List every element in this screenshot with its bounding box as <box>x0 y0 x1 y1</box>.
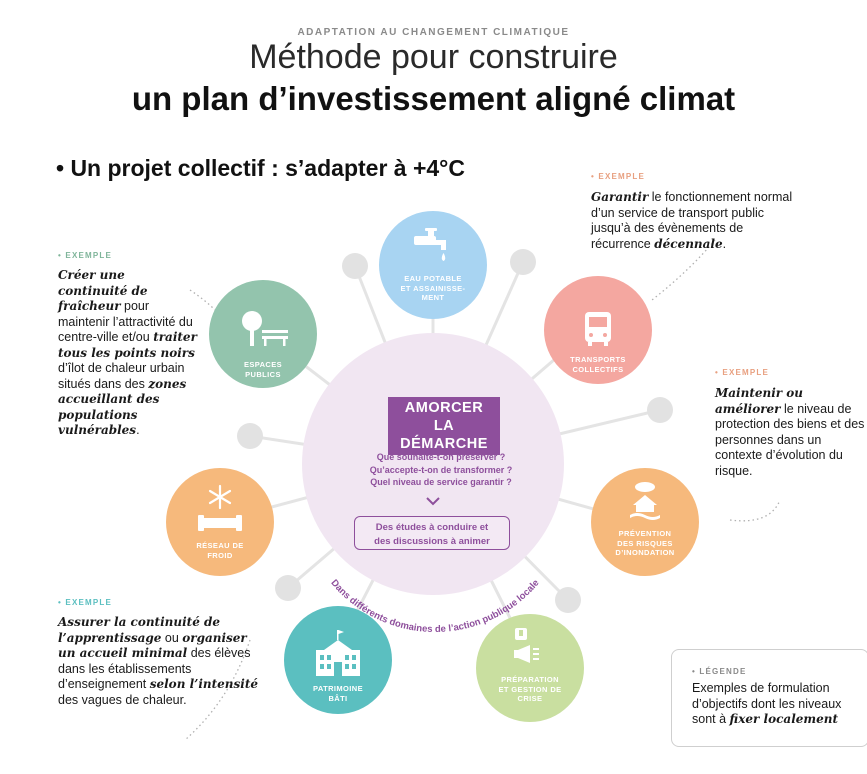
node-espaces-line2: PUBLICS <box>245 369 281 379</box>
example-emphasis: Assurer la continuité de l’apprentissage <box>58 615 221 645</box>
center-questions <box>326 451 556 489</box>
example-text <box>591 190 806 252</box>
legend-body: Exemples de formulation d’objectifs dont les niveaux sont à <box>692 681 842 726</box>
header-kicker: ADAPTATION AU CHANGEMENT CLIMATIQUE <box>297 27 570 38</box>
legend-box <box>671 649 867 747</box>
node-eau-circle <box>379 211 487 319</box>
example-label: • EXEMPLE <box>58 251 113 260</box>
example-body: des élèves dans les établissements d’enseignement <box>58 646 251 691</box>
node-patrimoine-label <box>298 684 378 703</box>
example-top-right <box>591 172 806 252</box>
example-label: • EXEMPLE <box>715 368 770 377</box>
node-inondation-line2: DES RISQUES <box>617 538 673 548</box>
grey-dot <box>647 397 673 423</box>
node-transports-label <box>558 355 638 374</box>
example-text <box>58 615 258 708</box>
example-body: d’îlot de chaleur urbain situés dans des <box>58 361 185 391</box>
center-box-line1: Des études à conduire et <box>375 522 489 533</box>
example-emphasis: zones accueillant des populations vulnérables <box>58 376 187 437</box>
example-emphasis: organiser un accueil minimal <box>58 630 247 660</box>
node-espaces-label <box>223 360 303 379</box>
grey-dot <box>555 587 581 613</box>
node-inondation-label <box>605 529 685 558</box>
page-title-line1: Méthode pour construire <box>249 38 618 76</box>
center-title-line2: LA DÉMARCHE <box>400 418 488 452</box>
example-body: des vagues de chaleur. <box>58 692 187 707</box>
grey-dot <box>275 575 301 601</box>
legend-label: • LÉGENDE <box>692 667 747 676</box>
center-title <box>388 397 500 455</box>
example-label: • EXEMPLE <box>591 172 646 181</box>
grey-dot <box>510 249 536 275</box>
node-inondation-line1: PRÉVENTION <box>618 529 672 538</box>
bus-icon <box>585 312 611 346</box>
example-body: . <box>136 423 140 437</box>
example-body: pour maintenir l’attractivité du centre-ville et/ou <box>58 299 193 344</box>
arc-text-path: Dans différents domaines de l’action publique locale <box>328 577 542 636</box>
example-emphasis: traiter tous les points noirs <box>58 330 197 360</box>
example-right <box>715 368 865 479</box>
example-text <box>58 268 198 439</box>
legend-emphasis: fixer localement <box>729 712 838 726</box>
node-patrimoine-line2: BÂTI <box>328 693 348 703</box>
section-subheading: • Un projet collectif : s’adapter à +4°C <box>56 155 465 181</box>
center-box-line2: des discussions à animer <box>374 536 490 547</box>
page-title-line2: un plan d’investissement aligné climat <box>131 80 736 117</box>
example-body: le niveau de protection des biens et des personnes dans un contexte d’évolution du risque. <box>715 401 865 478</box>
center-question: Que souhaite-t-on préserver ? <box>376 452 506 462</box>
node-crise-circle <box>476 614 584 722</box>
node-patrimoine-line1: PATRIMOINE <box>313 684 363 693</box>
node-crise-line2: ET GESTION DE <box>498 684 562 694</box>
grey-dot <box>237 423 263 449</box>
node-froid-label <box>180 541 260 560</box>
example-emphasis: selon l’intensité <box>149 677 259 691</box>
node-crise-line3: CRISE <box>517 694 543 703</box>
example-left-bottom <box>58 598 258 708</box>
example-emphasis: décennale <box>654 236 723 251</box>
node-froid-line1: RÉSEAU DE <box>196 541 244 550</box>
center-question: Qu’accepte-t-on de transformer ? <box>369 464 513 475</box>
node-transports-line2: COLLECTIFS <box>572 364 624 374</box>
example-body: ou <box>161 630 183 645</box>
legend-text <box>692 681 862 728</box>
example-text <box>715 386 865 479</box>
example-left-top <box>58 251 198 439</box>
example-label: • EXEMPLE <box>58 598 113 607</box>
node-crise-line1: PRÉPARATION <box>501 675 559 684</box>
center-title-line1: AMORCER <box>404 400 484 416</box>
example-emphasis: Garantir <box>591 190 649 204</box>
node-eau-line2: ET ASSAINISSE- <box>400 283 466 293</box>
grey-dot <box>342 253 368 279</box>
node-transports-line1: TRANSPORTS <box>570 355 626 364</box>
node-espaces-line1: ESPACES <box>243 360 283 369</box>
example-emphasis: Maintenir ou améliorer <box>715 386 804 416</box>
center-question: Quel niveau de service garantir ? <box>370 477 512 487</box>
node-froid-line2: FROID <box>207 550 233 560</box>
node-eau-line1: EAU POTABLE <box>404 274 462 283</box>
example-body: . <box>722 236 727 251</box>
node-crise-label <box>490 675 570 704</box>
example-body: le fonctionnement normal d’un service de transport public jusqu’à des évènements de récurrence <box>591 190 793 251</box>
node-eau-label <box>393 274 473 303</box>
example-emphasis: Créer une continuité de fraîcheur <box>58 268 148 313</box>
center-studies-box <box>354 516 510 550</box>
node-inondation-line3: D’INONDATION <box>615 548 675 557</box>
node-eau-line3: MENT <box>421 293 445 302</box>
